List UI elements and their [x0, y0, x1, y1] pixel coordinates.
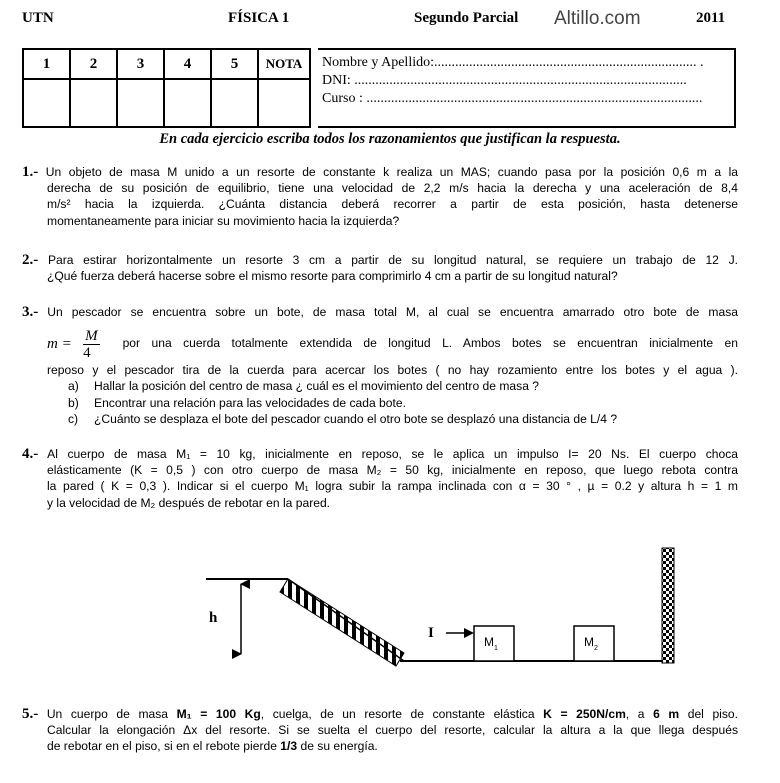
- question-text: Un objeto de masa M unido a un resorte de constante k realiza un MAS; cuando pasa por la posición 0,6 m a la: [45, 165, 738, 179]
- student-course-field[interactable]: Curso : ................................................................................................: [322, 91, 703, 106]
- grade-cell-nota[interactable]: [258, 79, 310, 127]
- grade-cell-5[interactable]: [211, 79, 258, 127]
- block-m2-label: $M_2$: [584, 635, 598, 652]
- question-text: y la velocidad de M₂ después de rebotar en la pared.: [47, 495, 331, 510]
- student-info-box: [318, 48, 736, 128]
- question-number: 4.-: [22, 446, 39, 462]
- question-4: [22, 446, 738, 511]
- question-text: derecha de su posición de equilibrio, tiene una velocidad de 2,2 m/s hacia la derecha y una aceleración de 8,4: [47, 181, 738, 196]
- subitem-b: b) Encontrar una relación para las velocidades de cada bote.: [68, 395, 406, 410]
- grade-cell-1[interactable]: [23, 79, 70, 127]
- grade-cell-3[interactable]: [117, 79, 164, 127]
- grade-col-5: 5: [211, 49, 258, 79]
- question-text: Un pescador se encuentra sobre un bote, de masa total M, al cual se encuentra amarrado otro bote de masa: [47, 305, 738, 319]
- block-m1: [474, 626, 514, 661]
- ramp-collision-diagram: [0, 540, 780, 680]
- question-1: [22, 164, 738, 229]
- header-subject: FÍSICA 1: [228, 10, 290, 26]
- question-text: elásticamente (K = 0,5 ) con otro cuerpo de masa M₂ = 50 kg, inicialmente en reposo, que luego rebota contra: [47, 463, 738, 478]
- subitem-a: a) Hallar la posición del centro de masa ¿ cuál es el movimiento del centro de masa ?: [68, 379, 540, 394]
- grade-cell-2[interactable]: [70, 79, 117, 127]
- ramp-surface-line: [288, 579, 404, 661]
- question-number: 2.-: [22, 252, 39, 268]
- question-2: [22, 252, 738, 284]
- question-number: 3.-: [22, 304, 39, 320]
- fraction-denominator: 4: [83, 344, 91, 361]
- question-number: 1.-: [22, 164, 39, 180]
- question-text: momentaneamente para iniciar su movimiento hacia la izquierda?: [47, 213, 400, 228]
- mass-formula-lhs: m =: [47, 336, 72, 352]
- header-year: 2011: [696, 10, 726, 26]
- brand-watermark: Altillo.com: [554, 8, 641, 29]
- question-text: por una cuerda totalmente extendida de longitud L. Ambos botes se encuentran inicialmente en: [122, 336, 738, 351]
- question-text: Calcular la elongación Δx del resorte. Si se suelta el cuerpo del resorte, calcular la altura a la que llega después: [47, 723, 738, 738]
- grade-col-3: 3: [117, 49, 164, 79]
- question-3: [22, 304, 738, 427]
- header-exam: Segundo Parcial: [414, 10, 519, 26]
- block-m2: [574, 626, 614, 661]
- grade-col-nota: NOTA: [258, 49, 310, 79]
- fraction-numerator: M: [85, 327, 98, 344]
- grade-cell-4[interactable]: [164, 79, 211, 127]
- instructions: En cada ejercicio escriba todos los razonamientos que justifican la respuesta.: [159, 131, 621, 147]
- wall: [662, 548, 674, 663]
- student-dni-field[interactable]: DNI: ...............................................................................................: [322, 73, 687, 88]
- grade-col-2: 2: [70, 49, 117, 79]
- question-text: Para estirar horizontalmente un resorte 3 cm a partir de su longitud natural, se requiere un trabajo de 12 J.: [47, 253, 738, 267]
- impulse-arrowhead: [464, 628, 474, 638]
- inclined-ramp: [280, 579, 404, 666]
- grade-col-1: 1: [23, 49, 70, 79]
- question-text: la pared ( K = 0,3 ). Indicar si el cuerpo M₁ logra subir la rampa inclinada con α = 30 ° , µ = 0.2 y altura h = 1 m: [47, 479, 738, 494]
- question-5: 5.- Un cuerpo de masa M₁ = 100 Kg, cuelga, de un resorte de constante elástica K = 250N/cm, a 6 m del piso. Calcular la elongación Δx del resorte. Si se suelta el cuerpo del resorte, calcular la altura a la que llega después de rebotar en el piso, si en el rebote pierde 1/3 de su energía.: [22, 706, 738, 754]
- impulse-label: I: [428, 625, 434, 641]
- height-label: h: [209, 610, 218, 626]
- question-text: Al cuerpo de masa M₁ = 10 kg, inicialmente en reposo, se le aplica un impulso I= 20 Ns. El cuerpo choca: [47, 447, 738, 461]
- subitem-c: c) ¿Cuánto se desplaza el bote del pescador cuando el otro bote se desplazó una distancia de L/4 ?: [68, 411, 618, 426]
- question-text: ¿Qué fuerza deberá hacerse sobre el mismo resorte para comprimirlo 4 cm a partir de su longitud natural?: [47, 269, 618, 284]
- grade-table: [22, 48, 311, 128]
- grade-col-4: 4: [164, 49, 211, 79]
- header-institution: UTN: [22, 10, 54, 26]
- question-number: 5.-: [22, 706, 39, 722]
- question-text: m/s² hacia la izquierda. ¿Cuánta distancia deberá recorrer a partir de esta posición, hasta detenerse: [47, 197, 738, 212]
- block-m1-label: $M_1$: [484, 635, 498, 652]
- student-name-field[interactable]: Nombre y Apellido:........................................................................... .: [322, 55, 704, 70]
- mass-fraction: [83, 328, 100, 361]
- question-text: reposo y el pescador tira de la cuerda para acercar los botes ( no hay rozamiento entre los botes y el agua ).: [47, 363, 738, 378]
